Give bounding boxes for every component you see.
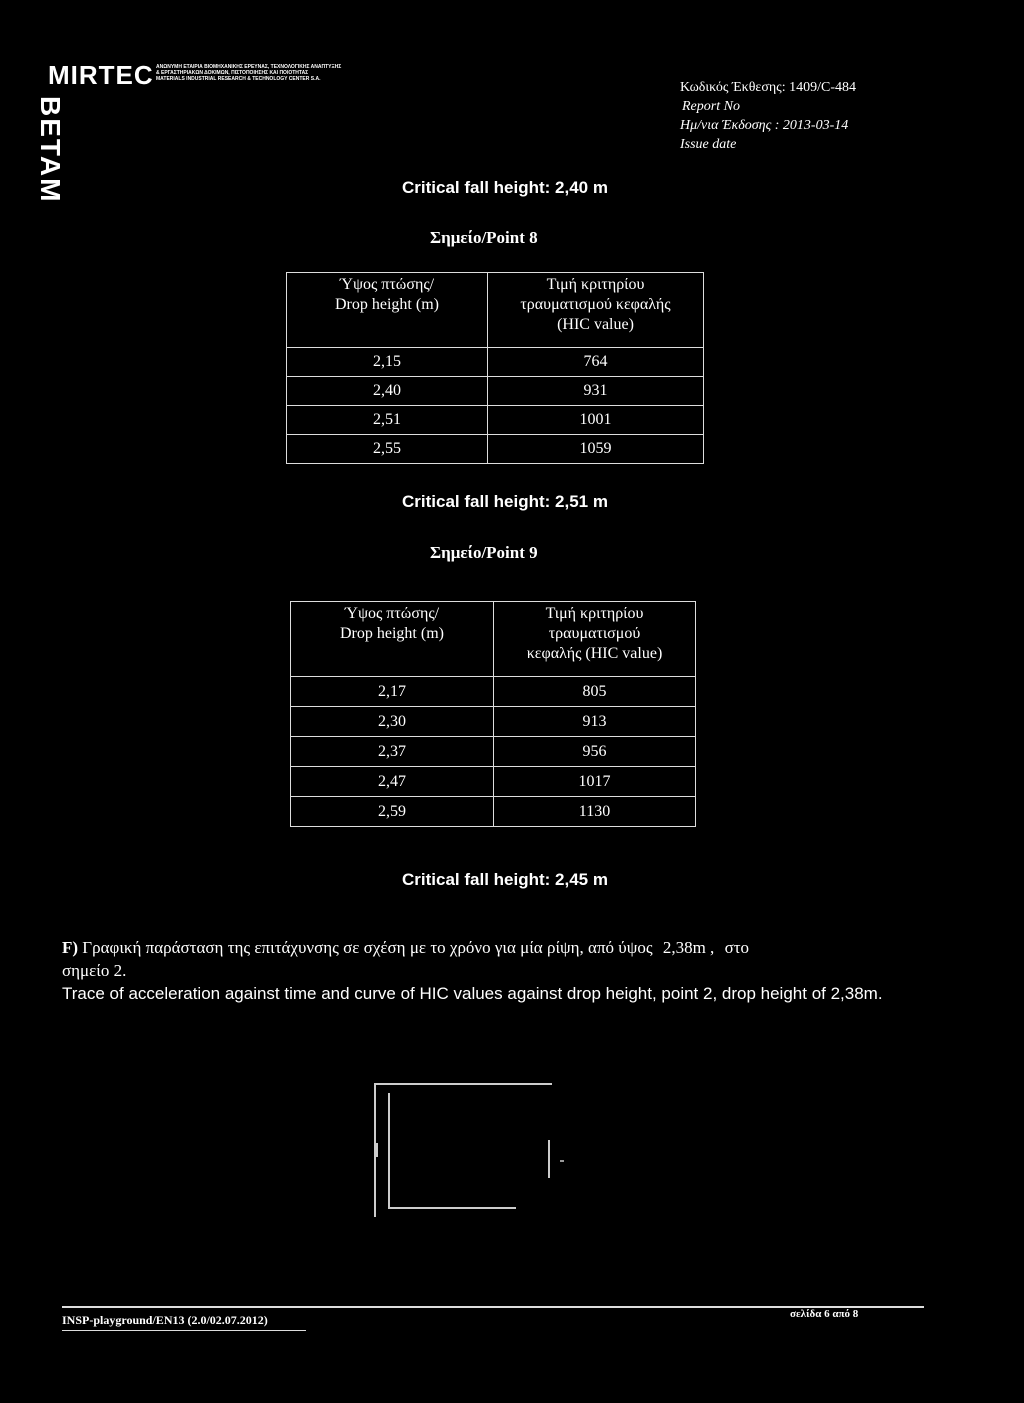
- table-row: 2,17 805: [291, 677, 696, 707]
- table-row: 2,47 1017: [291, 767, 696, 797]
- section-f-paragraph: [62, 936, 932, 1005]
- report-number-en: Report No: [682, 99, 740, 114]
- table-row: 2,30 913: [291, 707, 696, 737]
- issue-date-en: Issue date: [680, 137, 737, 152]
- table-row: 2,55 1059: [287, 435, 704, 464]
- hic-table-point-9: [290, 601, 696, 827]
- graph-mark: [548, 1140, 550, 1178]
- point-9-heading: Σημείο/Point 9: [430, 543, 538, 562]
- graph-mark: [376, 1143, 378, 1157]
- greek-caption-line1: F) Γραφική παράσταση της επιτάχυνσης σε σχέση με το χρόνο για μία ρίψη, από ύψος 2,38m , στο: [62, 938, 750, 957]
- critical-fall-height-2: Critical fall height: 2,51 m: [402, 492, 608, 511]
- report-number: Κωδικός Έκθεσης: 1409/C-484: [680, 80, 857, 95]
- table-header-hic: Τιμή κριτηρίου τραυματισμού κεφαλής (HIC value): [494, 602, 696, 677]
- point-8-heading: Σημείο/Point 8: [430, 228, 538, 247]
- critical-fall-height-3: Critical fall height: 2,45 m: [402, 870, 608, 889]
- graph-mark: [560, 1160, 564, 1162]
- mirtec-logo: MIRTEC: [48, 60, 154, 90]
- table-header-drop-height: Ύψος πτώσης/ Drop height (m): [287, 273, 488, 348]
- acceleration-graph-axes: [388, 1093, 516, 1209]
- table-row: 2,37 956: [291, 737, 696, 767]
- table-row: 2,51 1001: [287, 406, 704, 435]
- footer-page-number: σελίδα 6 από 8: [790, 1308, 859, 1320]
- company-name-block: [156, 64, 386, 82]
- table-row: 2,15 764: [287, 348, 704, 377]
- critical-fall-height-1: Critical fall height: 2,40 m: [402, 178, 608, 197]
- issue-date: Ημ/νια Έκδοσης : 2013-03-14: [680, 118, 849, 133]
- report-info: [680, 78, 856, 154]
- hic-table-point-8: [286, 272, 704, 464]
- footer-underline: [62, 1330, 306, 1331]
- company-line: & ΕΡΓΑΣΤΗΡΙΑΚΩΝ ΔΟΚΙΜΩΝ, ΠΙΣΤΟΠΟΙΗΣΗΣ ΚΑΙ ΠΟΙΟΤΗΤΑΣ: [156, 70, 309, 76]
- footer-document-code: INSP-playground/EN13 (2.0/02.07.2012): [62, 1313, 268, 1327]
- table-header-drop-height: Ύψος πτώσης/ Drop height (m): [291, 602, 494, 677]
- betam-logo: BETAM: [35, 96, 66, 204]
- english-caption: Trace of acceleration against time and curve of HIC values against drop height, point 2, drop height of 2,38m.: [62, 984, 883, 1003]
- company-line: ΑΝΩΝΥΜΗ ΕΤΑΙΡΙΑ ΒΙΟΜΗΧΑΝΙΚΗΣ ΕΡΕΥΝΑΣ, ΤΕΧΝΟΛΟΓΙΚΗΣ ΑΝΑΠΤΥΞΗΣ: [156, 64, 342, 70]
- company-line: MATERIALS INDUSTRIAL RESEARCH & TECHNOLOGY CENTER S.A.: [156, 76, 321, 82]
- table-header-hic: Τιμή κριτηρίου τραυματισμού κεφαλής (HIC value): [488, 273, 704, 348]
- table-row: 2,40 931: [287, 377, 704, 406]
- greek-caption-line2: σημείο 2.: [62, 961, 127, 980]
- table-row: 2,59 1130: [291, 797, 696, 827]
